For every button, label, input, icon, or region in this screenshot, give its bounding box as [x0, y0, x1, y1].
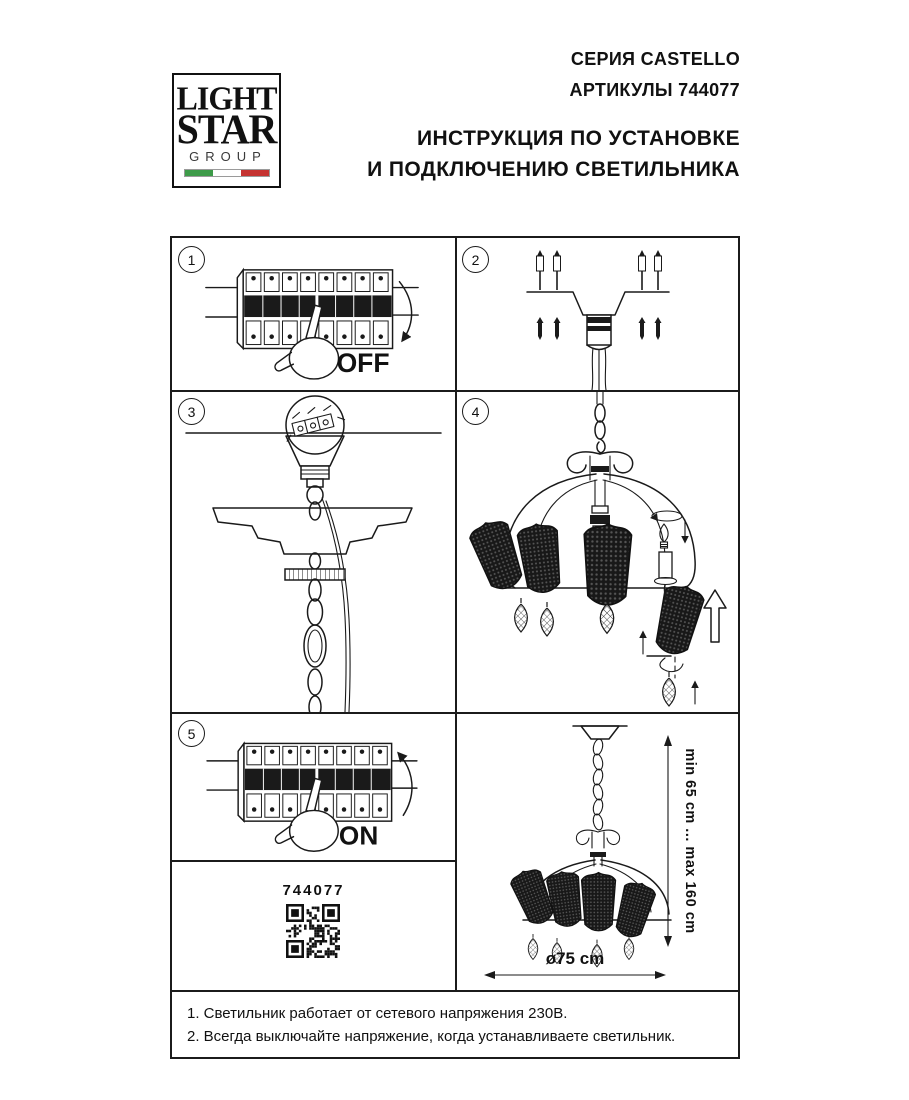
- screw-icon: [639, 250, 646, 290]
- step-4-number: 4: [462, 398, 489, 425]
- screw-icon: [554, 250, 561, 290]
- note-1: 1. Светильник работает от сетевого напряжения 230В.: [187, 1005, 568, 1022]
- arrow-up-icon: [398, 753, 412, 815]
- article-number: 744077: [282, 882, 345, 899]
- lamp-shade: [583, 524, 632, 606]
- diameter-dimension: [484, 949, 666, 979]
- lamp-shade: [516, 522, 564, 595]
- height-dimension: [664, 735, 698, 947]
- step3-wiring-illustration: [172, 392, 455, 712]
- step-5-number: 5: [178, 720, 205, 747]
- crystal-drop: [541, 602, 554, 636]
- article-number-title: АРТИКУЛЫ 744077: [569, 80, 740, 100]
- step5-breaker-on-illustration: [198, 724, 424, 860]
- chandelier: [508, 830, 671, 967]
- chain: [592, 738, 604, 831]
- logo-word-star: STAR: [176, 105, 277, 154]
- lamp-shade-detached: [651, 582, 706, 658]
- circuit-breaker-icon: [207, 743, 417, 851]
- step-3-number: 3: [178, 398, 205, 425]
- lamp-shade: [467, 516, 528, 594]
- series-title: СЕРИЯ CASTELLO: [570, 49, 740, 69]
- qr-code: [286, 904, 340, 958]
- row-divider-3: [172, 860, 455, 862]
- note-2: 2. Всегда выключайте напряжение, когда устанавливаете светильник.: [187, 1028, 676, 1045]
- step-1-number: 1: [178, 246, 205, 273]
- crystal-drop: [515, 598, 528, 632]
- italian-flag-icon: [184, 169, 270, 177]
- instruction-title: ИНСТРУКЦИЯ ПО УСТАНОВКЕ И ПОДКЛЮЧЕНИЮ СВЕТИЛЬНИКА: [367, 127, 740, 181]
- screw-icon: [655, 317, 662, 340]
- wires: [592, 348, 606, 390]
- screw-icon: [537, 250, 544, 290]
- logo-word-light: LIGHT: [176, 79, 277, 117]
- diameter-label: ø75 cm: [545, 949, 605, 968]
- screw-icon: [554, 317, 561, 340]
- canopy: [213, 508, 412, 554]
- height-range-label: min 65 cm ... max 160 cm: [682, 748, 698, 934]
- chain: [304, 579, 326, 712]
- step2-mounting-bracket-illustration: [457, 238, 738, 390]
- arm-tip-detail: [647, 656, 683, 672]
- on-label: ON: [338, 820, 379, 851]
- screw-icon: [655, 250, 662, 290]
- screw-icon: [537, 317, 544, 340]
- crystal-drop: [663, 672, 676, 706]
- step4-assembly-illustration: [457, 392, 738, 712]
- step1-breaker-off-illustration: [198, 250, 424, 388]
- arrow-down-icon: [399, 282, 411, 341]
- arrow-up-icon: [704, 590, 726, 642]
- mounting-bracket: [527, 292, 669, 315]
- terminal-block-sketch: [281, 401, 346, 441]
- header: [367, 44, 740, 185]
- ceiling-mount: [581, 726, 619, 739]
- power-wire: [322, 498, 350, 712]
- instruction-grid: [170, 236, 740, 1059]
- step-2-number: 2: [462, 246, 489, 273]
- lightstar-logo: [172, 73, 281, 188]
- ceiling-cup: [587, 315, 611, 350]
- candle-sleeve: [659, 552, 672, 578]
- dimensions-illustration: [457, 714, 738, 990]
- screw-icon: [639, 317, 646, 340]
- chandelier-crown: [567, 452, 632, 480]
- footer-notes: [172, 992, 738, 1057]
- logo-word-group: GROUP: [189, 149, 267, 164]
- off-label: OFF: [336, 348, 390, 379]
